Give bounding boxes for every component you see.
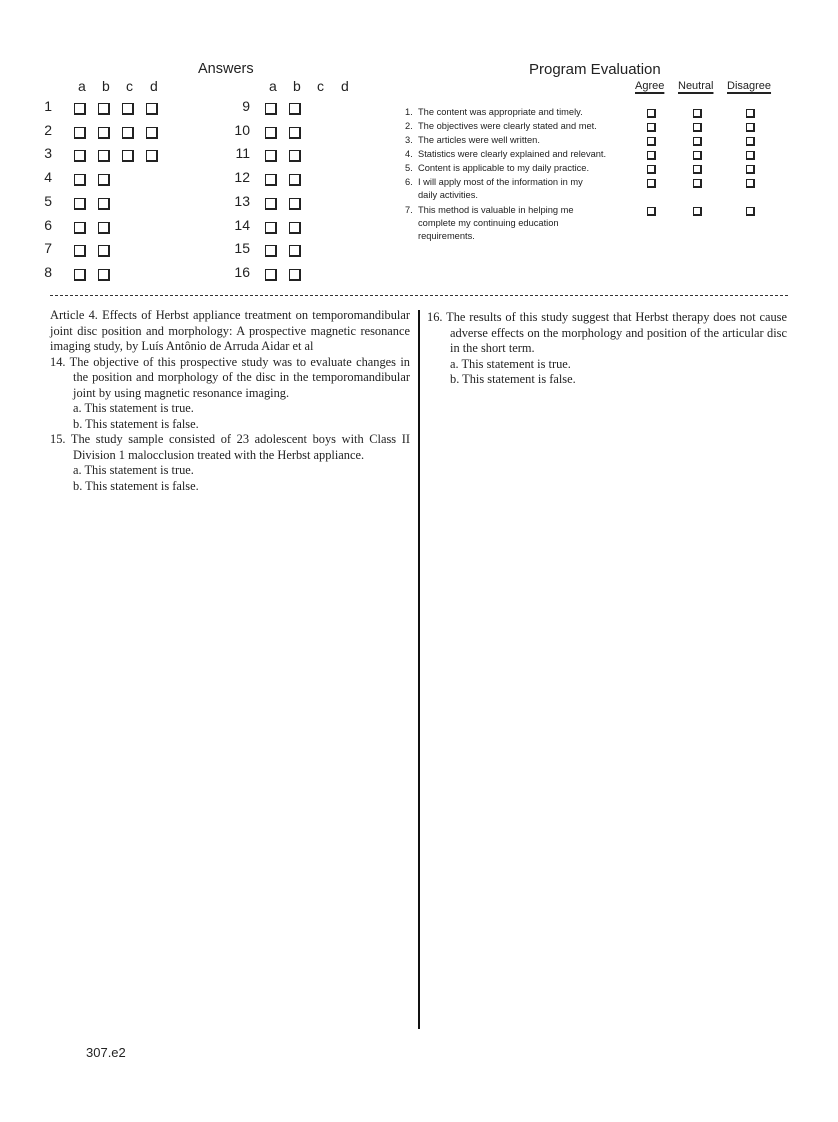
answer-checkbox-a[interactable] xyxy=(74,245,86,257)
evaluation-checkbox-agree[interactable] xyxy=(647,151,656,160)
answer-checkbox-b[interactable] xyxy=(289,127,301,139)
answer-checkbox-b[interactable] xyxy=(98,269,110,281)
evaluation-checkbox-agree[interactable] xyxy=(647,207,656,216)
answer-checkbox-a[interactable] xyxy=(265,174,277,186)
answer-number: 13 xyxy=(234,192,250,209)
answer-checkbox-a[interactable] xyxy=(265,127,277,139)
answer-checkbox-a[interactable] xyxy=(265,269,277,281)
item-text: The objectives were clearly stated and met. xyxy=(418,121,597,131)
option-16b: b. This statement is false. xyxy=(450,372,576,386)
item-number: 3. xyxy=(405,135,413,145)
item-number: 1. xyxy=(405,107,413,117)
answer-checkbox-a[interactable] xyxy=(74,269,86,281)
answer-number: 5 xyxy=(44,192,52,209)
evaluation-item xyxy=(405,204,635,243)
evaluation-item xyxy=(405,106,635,119)
evaluation-checkbox-neutral[interactable] xyxy=(693,137,702,146)
answer-checkbox-b[interactable] xyxy=(98,245,110,257)
answer-checkbox-a[interactable] xyxy=(265,198,277,210)
answer-column-header: b xyxy=(293,78,301,94)
answer-number: 6 xyxy=(44,216,52,233)
evaluation-checkbox-neutral[interactable] xyxy=(693,109,702,118)
answer-checkbox-b[interactable] xyxy=(289,222,301,234)
item-number: 2. xyxy=(405,121,413,131)
answer-checkbox-a[interactable] xyxy=(74,150,86,162)
option-15a: a. This statement is true. xyxy=(73,463,194,477)
answer-checkbox-a[interactable] xyxy=(74,127,86,139)
column-divider xyxy=(418,310,420,1029)
answer-column-header: a xyxy=(269,78,277,94)
answer-checkbox-a[interactable] xyxy=(265,150,277,162)
evaluation-item xyxy=(405,162,635,175)
item-text: The content was appropriate and timely. xyxy=(418,107,583,117)
answers-title: Answers xyxy=(198,61,254,77)
answer-checkbox-a[interactable] xyxy=(74,103,86,115)
evaluation-checkbox-agree[interactable] xyxy=(647,123,656,132)
answer-number: 15 xyxy=(234,240,250,257)
answer-column-header: d xyxy=(150,78,158,94)
answer-checkbox-b[interactable] xyxy=(289,150,301,162)
evaluation-checkbox-neutral[interactable] xyxy=(693,123,702,132)
evaluation-item xyxy=(405,148,635,161)
answer-checkbox-a[interactable] xyxy=(265,222,277,234)
answer-number: 9 xyxy=(242,98,250,114)
header-disagree: Disagree xyxy=(727,80,772,92)
header-neutral: Neutral xyxy=(678,80,714,92)
item-text: Content is applicable to my daily practice. xyxy=(418,163,590,173)
answer-checkbox-b[interactable] xyxy=(289,198,301,210)
option-15b: b. This statement is false. xyxy=(73,478,199,493)
answer-number: 14 xyxy=(234,216,250,233)
answer-column-header: b xyxy=(102,78,110,94)
answer-checkbox-b[interactable] xyxy=(98,222,110,234)
item-text: I will apply most of the information in my daily activities. xyxy=(418,177,583,200)
evaluation-item xyxy=(405,176,635,202)
item-text: This method is valuable in helping me complete my continuing education requirements. xyxy=(418,205,574,241)
right-column xyxy=(427,310,787,388)
option-14a: a. This statement is true. xyxy=(73,401,194,415)
item-number: 5. xyxy=(405,163,413,173)
evaluation-checkbox-neutral[interactable] xyxy=(693,179,702,188)
answer-checkbox-b[interactable] xyxy=(289,245,301,257)
item-text: Statistics were clearly explained and relevant. xyxy=(418,149,607,159)
answer-number: 3 xyxy=(44,145,52,162)
evaluation-checkbox-agree[interactable] xyxy=(647,137,656,146)
answer-checkbox-b[interactable] xyxy=(98,150,110,162)
answer-column-header: c xyxy=(126,78,133,94)
answer-number: 8 xyxy=(44,263,52,280)
answer-checkbox-d[interactable] xyxy=(146,103,158,115)
cut-line-divider xyxy=(50,295,788,296)
answer-checkbox-c[interactable] xyxy=(122,127,134,139)
evaluation-checkbox-agree[interactable] xyxy=(647,179,656,188)
item-number: 6. xyxy=(405,177,413,187)
question-15: 15. The study sample consisted of 23 adolescent boys with Class II Division 1 malocclusion treated with the Herbst appliance. xyxy=(50,432,411,462)
option-14b: b. This statement is false. xyxy=(73,416,199,431)
evaluation-checkbox-disagree[interactable] xyxy=(746,179,755,188)
question-14: 14. The objective of this prospective study was to evaluate changes in the position and morphology of the disc in the temporomandibular joint by using magnetic resonance imaging. xyxy=(50,354,410,400)
answer-checkbox-a[interactable] xyxy=(74,222,86,234)
evaluation-checkbox-neutral[interactable] xyxy=(693,165,702,174)
header-agree: Agree xyxy=(635,80,665,92)
answer-checkbox-b[interactable] xyxy=(98,198,110,210)
answer-number: 11 xyxy=(235,145,250,162)
item-text: The articles were well written. xyxy=(418,135,540,145)
item-number: 7. xyxy=(405,205,413,215)
answer-number: 4 xyxy=(44,169,52,186)
question-16: 16. The results of this study suggest that Herbst therapy does not cause adverse effects on the morphology and position of the articular disc in the short term. xyxy=(427,310,788,355)
answer-checkbox-c[interactable] xyxy=(122,150,134,162)
evaluation-checkbox-disagree[interactable] xyxy=(746,123,755,132)
answer-checkbox-d[interactable] xyxy=(146,150,158,162)
answer-checkbox-a[interactable] xyxy=(74,198,86,210)
answer-number: 7 xyxy=(44,240,52,257)
evaluation-checkbox-disagree[interactable] xyxy=(746,109,755,118)
answer-checkbox-c[interactable] xyxy=(122,103,134,115)
answer-checkbox-d[interactable] xyxy=(146,127,158,139)
item-number: 4. xyxy=(405,149,413,159)
evaluation-checkbox-agree[interactable] xyxy=(647,109,656,118)
evaluation-checkbox-disagree[interactable] xyxy=(746,165,755,174)
answer-checkbox-a[interactable] xyxy=(265,245,277,257)
page-number: 307.e2 xyxy=(86,1045,126,1060)
answer-number: 10 xyxy=(234,121,250,138)
option-16a: a. This statement is true. xyxy=(450,356,571,371)
answer-number: 12 xyxy=(234,169,250,186)
answer-checkbox-b[interactable] xyxy=(289,269,301,281)
answer-number: 1 xyxy=(44,98,52,114)
answer-column-header: a xyxy=(78,78,86,94)
evaluation-checkbox-neutral[interactable] xyxy=(693,207,702,216)
article-heading: Article 4. Effects of Herbst appliance treatment on temporomandibular joint disc position and morphology: A prospective magnetic resonance imaging study, by Luís Antônio de Arruda Aidar et al xyxy=(50,308,410,353)
answer-checkbox-b[interactable] xyxy=(98,174,110,186)
answer-checkbox-b[interactable] xyxy=(98,127,110,139)
evaluation-checkbox-neutral[interactable] xyxy=(693,151,702,160)
evaluation-checkbox-disagree[interactable] xyxy=(746,151,755,160)
evaluation-title: Program Evaluation xyxy=(529,61,661,78)
evaluation-item xyxy=(405,134,635,147)
answer-checkbox-b[interactable] xyxy=(98,103,110,115)
answer-column-header: c xyxy=(317,78,324,94)
answer-number: 16 xyxy=(234,263,250,280)
answer-column-header: d xyxy=(341,78,349,94)
evaluation-checkbox-agree[interactable] xyxy=(647,165,656,174)
left-column xyxy=(50,308,410,494)
answer-checkbox-a[interactable] xyxy=(265,103,277,115)
evaluation-checkbox-disagree[interactable] xyxy=(746,207,755,216)
evaluation-item xyxy=(405,120,635,133)
answer-checkbox-b[interactable] xyxy=(289,103,301,115)
answer-checkbox-b[interactable] xyxy=(289,174,301,186)
answer-checkbox-a[interactable] xyxy=(74,174,86,186)
evaluation-checkbox-disagree[interactable] xyxy=(746,137,755,146)
answer-number: 2 xyxy=(44,121,52,138)
